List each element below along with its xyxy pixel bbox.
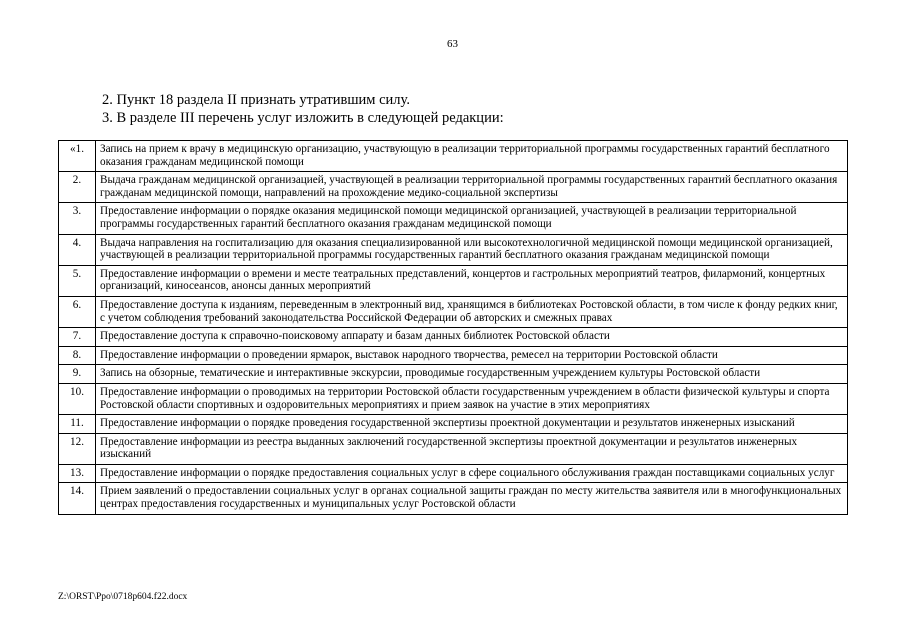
table-row: [59, 203, 848, 234]
table-row: [59, 415, 848, 434]
table-row: [59, 346, 848, 365]
table-row: [59, 365, 848, 384]
row-number: 5.: [59, 265, 96, 296]
service-description: Выдача направления на госпитализацию для оказания специализированной или высокотехнологичной медицинской помощи медицинской организацией, участвующей в реализации территориальной программы государственных гарантий бесплатного оказания гражданам медицинской помощи: [96, 234, 848, 265]
row-number: 2.: [59, 172, 96, 203]
row-number: 8.: [59, 346, 96, 365]
service-description: Предоставление информации о времени и месте театральных представлений, концертов и гастрольных мероприятий театров, филармоний, концертных организаций, киносеансов, анонсы данных мероприятий: [96, 265, 848, 296]
service-description: Запись на обзорные, тематические и интерактивные экскурсии, проводимые государственным учреждением культуры Ростовской области: [96, 365, 848, 384]
row-number: 14.: [59, 483, 96, 514]
file-path-footer: Z:\ORST\Ppo\0718p604.f22.docx: [58, 592, 188, 602]
row-number: 9.: [59, 365, 96, 384]
service-description: Предоставление информации о проводимых на территории Ростовской области государственным учреждением в области физической культуры и спорта Ростовской области спортивных и оздоровительных мероприятиях и прием заявок на участие в этих мероприятиях: [96, 383, 848, 414]
row-number: «1.: [59, 141, 96, 172]
row-number: 3.: [59, 203, 96, 234]
service-description: Выдача гражданам медицинской организацией, участвующей в реализации территориальной программы государственных гарантий бесплатного оказания гражданам медицинской помощи, направлений на прохождение медико-социальной экспертизы: [96, 172, 848, 203]
table-row: [59, 265, 848, 296]
page-number: 63: [447, 38, 458, 50]
row-number: 13.: [59, 464, 96, 483]
row-number: 7.: [59, 328, 96, 347]
row-number: 10.: [59, 383, 96, 414]
table-row: [59, 296, 848, 327]
table-row: [59, 483, 848, 514]
row-number: 11.: [59, 415, 96, 434]
service-description: Предоставление информации из реестра выданных заключений государственной экспертизы проектной документации и результатов инженерных изысканий: [96, 433, 848, 464]
service-description: Предоставление информации о порядке оказания медицинской помощи медицинской организацией, участвующей в реализации территориальной программы государственных гарантий бесплатного оказания гражданам медицинской помощи: [96, 203, 848, 234]
row-number: 12.: [59, 433, 96, 464]
service-description: Предоставление информации о порядке проведения государственной экспертизы проектной документации и результатов инженерных изысканий: [96, 415, 848, 434]
table-row: [59, 234, 848, 265]
table-row: [59, 141, 848, 172]
paragraph-item-3: 3. В разделе III перечень услуг изложить в следующей редакции:: [102, 110, 504, 126]
services-table: [58, 140, 848, 515]
row-number: 4.: [59, 234, 96, 265]
service-description: Прием заявлений о предоставлении социальных услуг в органах социальной защиты граждан по месту жительства заявителя или в многофункциональных центрах предоставления государственных и муниципальных услуг Ростовской области: [96, 483, 848, 514]
table-row: [59, 328, 848, 347]
service-description: Предоставление доступа к справочно-поисковому аппарату и базам данных библиотек Ростовской области: [96, 328, 848, 347]
table-row: [59, 383, 848, 414]
paragraph-item-2: 2. Пункт 18 раздела II признать утратившим силу.: [102, 92, 410, 108]
service-description: Предоставление информации о проведении ярмарок, выставок народного творчества, ремесел на территории Ростовской области: [96, 346, 848, 365]
service-description: Предоставление доступа к изданиям, переведенным в электронный вид, хранящимся в библиотеках Ростовской области, в том числе к фонду редких книг, с учетом соблюдения требований законодательства Российской Федерации об авторских и смежных правах: [96, 296, 848, 327]
service-description: Предоставление информации о порядке предоставления социальных услуг в сфере социального обслуживания граждан поставщиками социальных услуг: [96, 464, 848, 483]
row-number: 6.: [59, 296, 96, 327]
table-row: [59, 433, 848, 464]
table-row: [59, 172, 848, 203]
service-description: Запись на прием к врачу в медицинскую организацию, участвующую в реализации территориальной программы государственных гарантий бесплатного оказания гражданам медицинской помощи: [96, 141, 848, 172]
services-table-body: [59, 141, 848, 515]
table-row: [59, 464, 848, 483]
